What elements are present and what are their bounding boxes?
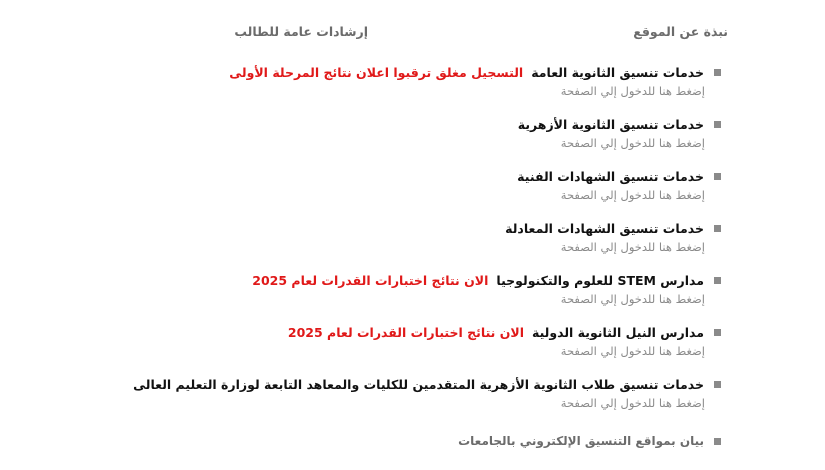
enter-page-link[interactable]: إضغط هنا للدخول إلي الصفحة (560, 396, 705, 410)
service-title[interactable]: مدارس النيل الثانوية الدولية (531, 324, 704, 340)
service-title[interactable]: خدمات تنسيق الشهادات الفنية (517, 168, 704, 184)
service-item-nile-schools (101, 322, 721, 374)
service-notice: التسجيل مغلق ترقبوا اعلان نتائج المرحلة الأولى (229, 64, 524, 80)
nav-student-guidance[interactable]: إرشادات عامة للطالب (234, 24, 368, 39)
square-bullet-icon (714, 277, 721, 284)
square-bullet-icon (714, 69, 721, 76)
square-bullet-icon (714, 438, 721, 445)
enter-page-link[interactable]: إضغط هنا للدخول إلي الصفحة (560, 292, 705, 306)
service-title[interactable]: خدمات تنسيق الثانوية الأزهرية (517, 116, 704, 132)
service-notice: الان نتائج اختبارات القدرات لعام 2025 (287, 324, 524, 340)
top-navigation (234, 24, 728, 42)
services-list (101, 62, 721, 426)
service-title[interactable]: خدمات تنسيق الثانوية العامة (531, 64, 704, 80)
service-item-technical-certificates (101, 166, 721, 218)
service-title[interactable]: خدمات تنسيق طلاب الثانوية الأزهرية المتقدمين للكليات والمعاهد التابعة لوزارة التعليم العالى (133, 376, 704, 392)
service-item-general-secondary (101, 62, 721, 114)
square-bullet-icon (714, 329, 721, 336)
enter-page-link[interactable]: إضغط هنا للدخول إلي الصفحة (560, 240, 705, 254)
service-item-stem-schools (101, 270, 721, 322)
nav-about-site[interactable]: نبذة عن الموقع (633, 24, 728, 39)
university-sites-statement (458, 434, 721, 448)
service-item-azhar-higher-education (101, 374, 721, 426)
enter-page-link[interactable]: إضغط هنا للدخول إلي الصفحة (560, 344, 705, 358)
university-sites-link[interactable]: بيان بمواقع التنسيق الإلكتروني بالجامعات (458, 434, 704, 448)
service-item-azhar-secondary (101, 114, 721, 166)
enter-page-link[interactable]: إضغط هنا للدخول إلي الصفحة (560, 188, 705, 202)
square-bullet-icon (714, 225, 721, 232)
service-notice: الان نتائج اختبارات القدرات لعام 2025 (252, 272, 489, 288)
square-bullet-icon (714, 121, 721, 128)
square-bullet-icon (714, 381, 721, 388)
enter-page-link[interactable]: إضغط هنا للدخول إلي الصفحة (560, 136, 705, 150)
square-bullet-icon (714, 173, 721, 180)
enter-page-link[interactable]: إضغط هنا للدخول إلي الصفحة (560, 84, 705, 98)
service-title[interactable]: خدمات تنسيق الشهادات المعادلة (505, 220, 704, 236)
service-item-equivalent-certificates (101, 218, 721, 270)
service-title[interactable]: مدارس STEM للعلوم والتكنولوجيا (496, 272, 704, 288)
